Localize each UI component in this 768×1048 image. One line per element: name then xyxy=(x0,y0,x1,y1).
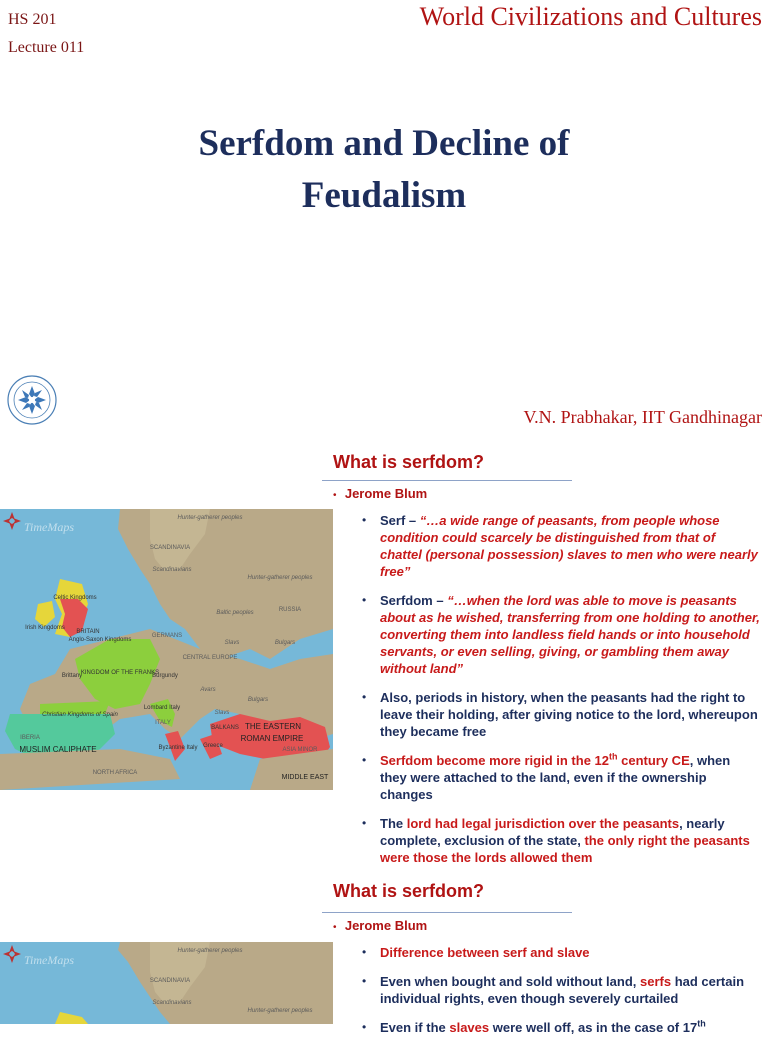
map-label: Greece xyxy=(203,743,223,749)
title-slide xyxy=(0,0,768,440)
map-label: CENTRAL EUROPE xyxy=(182,655,238,661)
lecture-number: Lecture 011 xyxy=(8,39,85,56)
map-label: Hunter-gatherer peoples xyxy=(177,515,243,521)
map-label: Hunter-gatherer peoples xyxy=(247,1008,313,1014)
map-label: BRITAIN xyxy=(76,629,100,635)
bullet-list xyxy=(360,512,760,878)
map-label: Brittany xyxy=(61,673,83,679)
map-label: KINGDOM OF THE FRANKS xyxy=(80,670,160,676)
map-label: THE EASTERN xyxy=(244,722,302,731)
map-label: Hunter-gatherer peoples xyxy=(177,948,243,954)
map-watermark: TimeMaps xyxy=(24,520,75,534)
map-label: Scandinavians xyxy=(152,1000,192,1006)
bullet-list xyxy=(360,944,760,1048)
map-label: Irish Kingdoms xyxy=(25,625,65,631)
slide-heading: What is serfdom? xyxy=(333,881,485,901)
list-item: • Serfdom become more rigid in the 12th century CE, when they were attached to the land, even if the ownership changes xyxy=(362,751,731,802)
map-europe-800ce xyxy=(0,942,333,1024)
source-name: Jerome Blum xyxy=(344,486,428,501)
source-name: Jerome Blum xyxy=(344,918,428,933)
map-label: IBERIA xyxy=(20,735,40,741)
content-slide-1 xyxy=(0,440,768,870)
map-label: SCANDINAVIA xyxy=(149,978,191,984)
list-item: • The lord had legal jurisdiction over the peasants, nearly complete, exclusion of the state, the only right the peasants were those the lords allowed them xyxy=(362,816,750,865)
list-item: • Difference between serf and slave xyxy=(362,945,590,960)
map-label: RUSSIA xyxy=(278,607,302,613)
map-label: MUSLIM CALIPHATE xyxy=(19,745,97,754)
map-label: Lombard Italy xyxy=(143,705,181,711)
map-label: Celtic Kingdoms xyxy=(53,595,97,601)
map-label: Scandinavians xyxy=(152,567,192,573)
content-slide-2 xyxy=(0,870,768,1035)
list-item: • Serfdom – “…when the lord was able to move is peasants about as he wished, transferring from one holding to another, converting them into landless field hands or into household servants, or even selling, giving, or gambling them away without land” xyxy=(362,593,760,676)
map-label: BALKANS xyxy=(211,725,239,731)
title-line-1: Serfdom and Decline of xyxy=(198,123,570,164)
course-code: HS 201 xyxy=(8,11,57,28)
title-line-2: Feudalism xyxy=(301,175,467,216)
list-item: • Even when bought and sold without land, serfs had certain individual rights, even though severely curtailed xyxy=(362,974,745,1006)
map-label: ITALY xyxy=(155,720,171,726)
list-item: • Also, periods in history, when the peasants had the right to leave their holding, after giving notice to the lord, whereupon they became free xyxy=(362,690,758,739)
map-label: ASIA MINOR xyxy=(282,747,318,753)
map-label: NORTH AFRICA xyxy=(92,770,138,776)
map-label: Byzantine Italy xyxy=(158,745,198,751)
map-label: Slavs xyxy=(214,710,230,716)
map-label: SCANDINAVIA xyxy=(149,545,191,551)
map-label: Bulgars xyxy=(274,640,296,646)
map-label: Christian Kingdoms of Spain xyxy=(42,712,118,718)
heading-rule xyxy=(322,912,572,913)
map-label: Baltic peoples xyxy=(216,610,254,616)
source-bullet: • Jerome Blum xyxy=(333,918,428,933)
author-line: V.N. Prabhakar, IIT Gandhinagar xyxy=(523,407,762,427)
slide-heading: What is serfdom? xyxy=(333,452,485,472)
map-label: Bulgars xyxy=(247,697,269,703)
map-europe-800ce xyxy=(0,509,333,790)
map-label: Avars xyxy=(200,687,216,693)
course-info xyxy=(8,6,84,62)
list-item: • Serf – “…a wide range of peasants, from people whose condition could scarcely be distinguished from that of chattel (personal possession) slaves to men who were nearly free” xyxy=(362,513,758,579)
map-label: Anglo-Saxon Kingdoms xyxy=(68,637,132,643)
map-watermark: TimeMaps xyxy=(24,953,75,967)
source-bullet: • Jerome Blum xyxy=(333,486,428,501)
map-label: Hunter-gatherer peoples xyxy=(247,575,313,581)
map-label: MIDDLE EAST xyxy=(281,774,329,781)
map-label: ROMAN EMPIRE xyxy=(240,734,304,743)
map-label: GERMANS xyxy=(151,633,183,639)
map-label: Burgundy xyxy=(152,673,178,679)
map-label: Slavs xyxy=(224,640,240,646)
institute-logo-icon xyxy=(6,374,58,426)
course-title: World Civilizations and Cultures xyxy=(419,2,762,31)
list-item: • Even if the slaves were well off, as in the case of 17th xyxy=(362,1018,706,1035)
heading-rule xyxy=(322,480,572,481)
page-title xyxy=(0,118,768,222)
